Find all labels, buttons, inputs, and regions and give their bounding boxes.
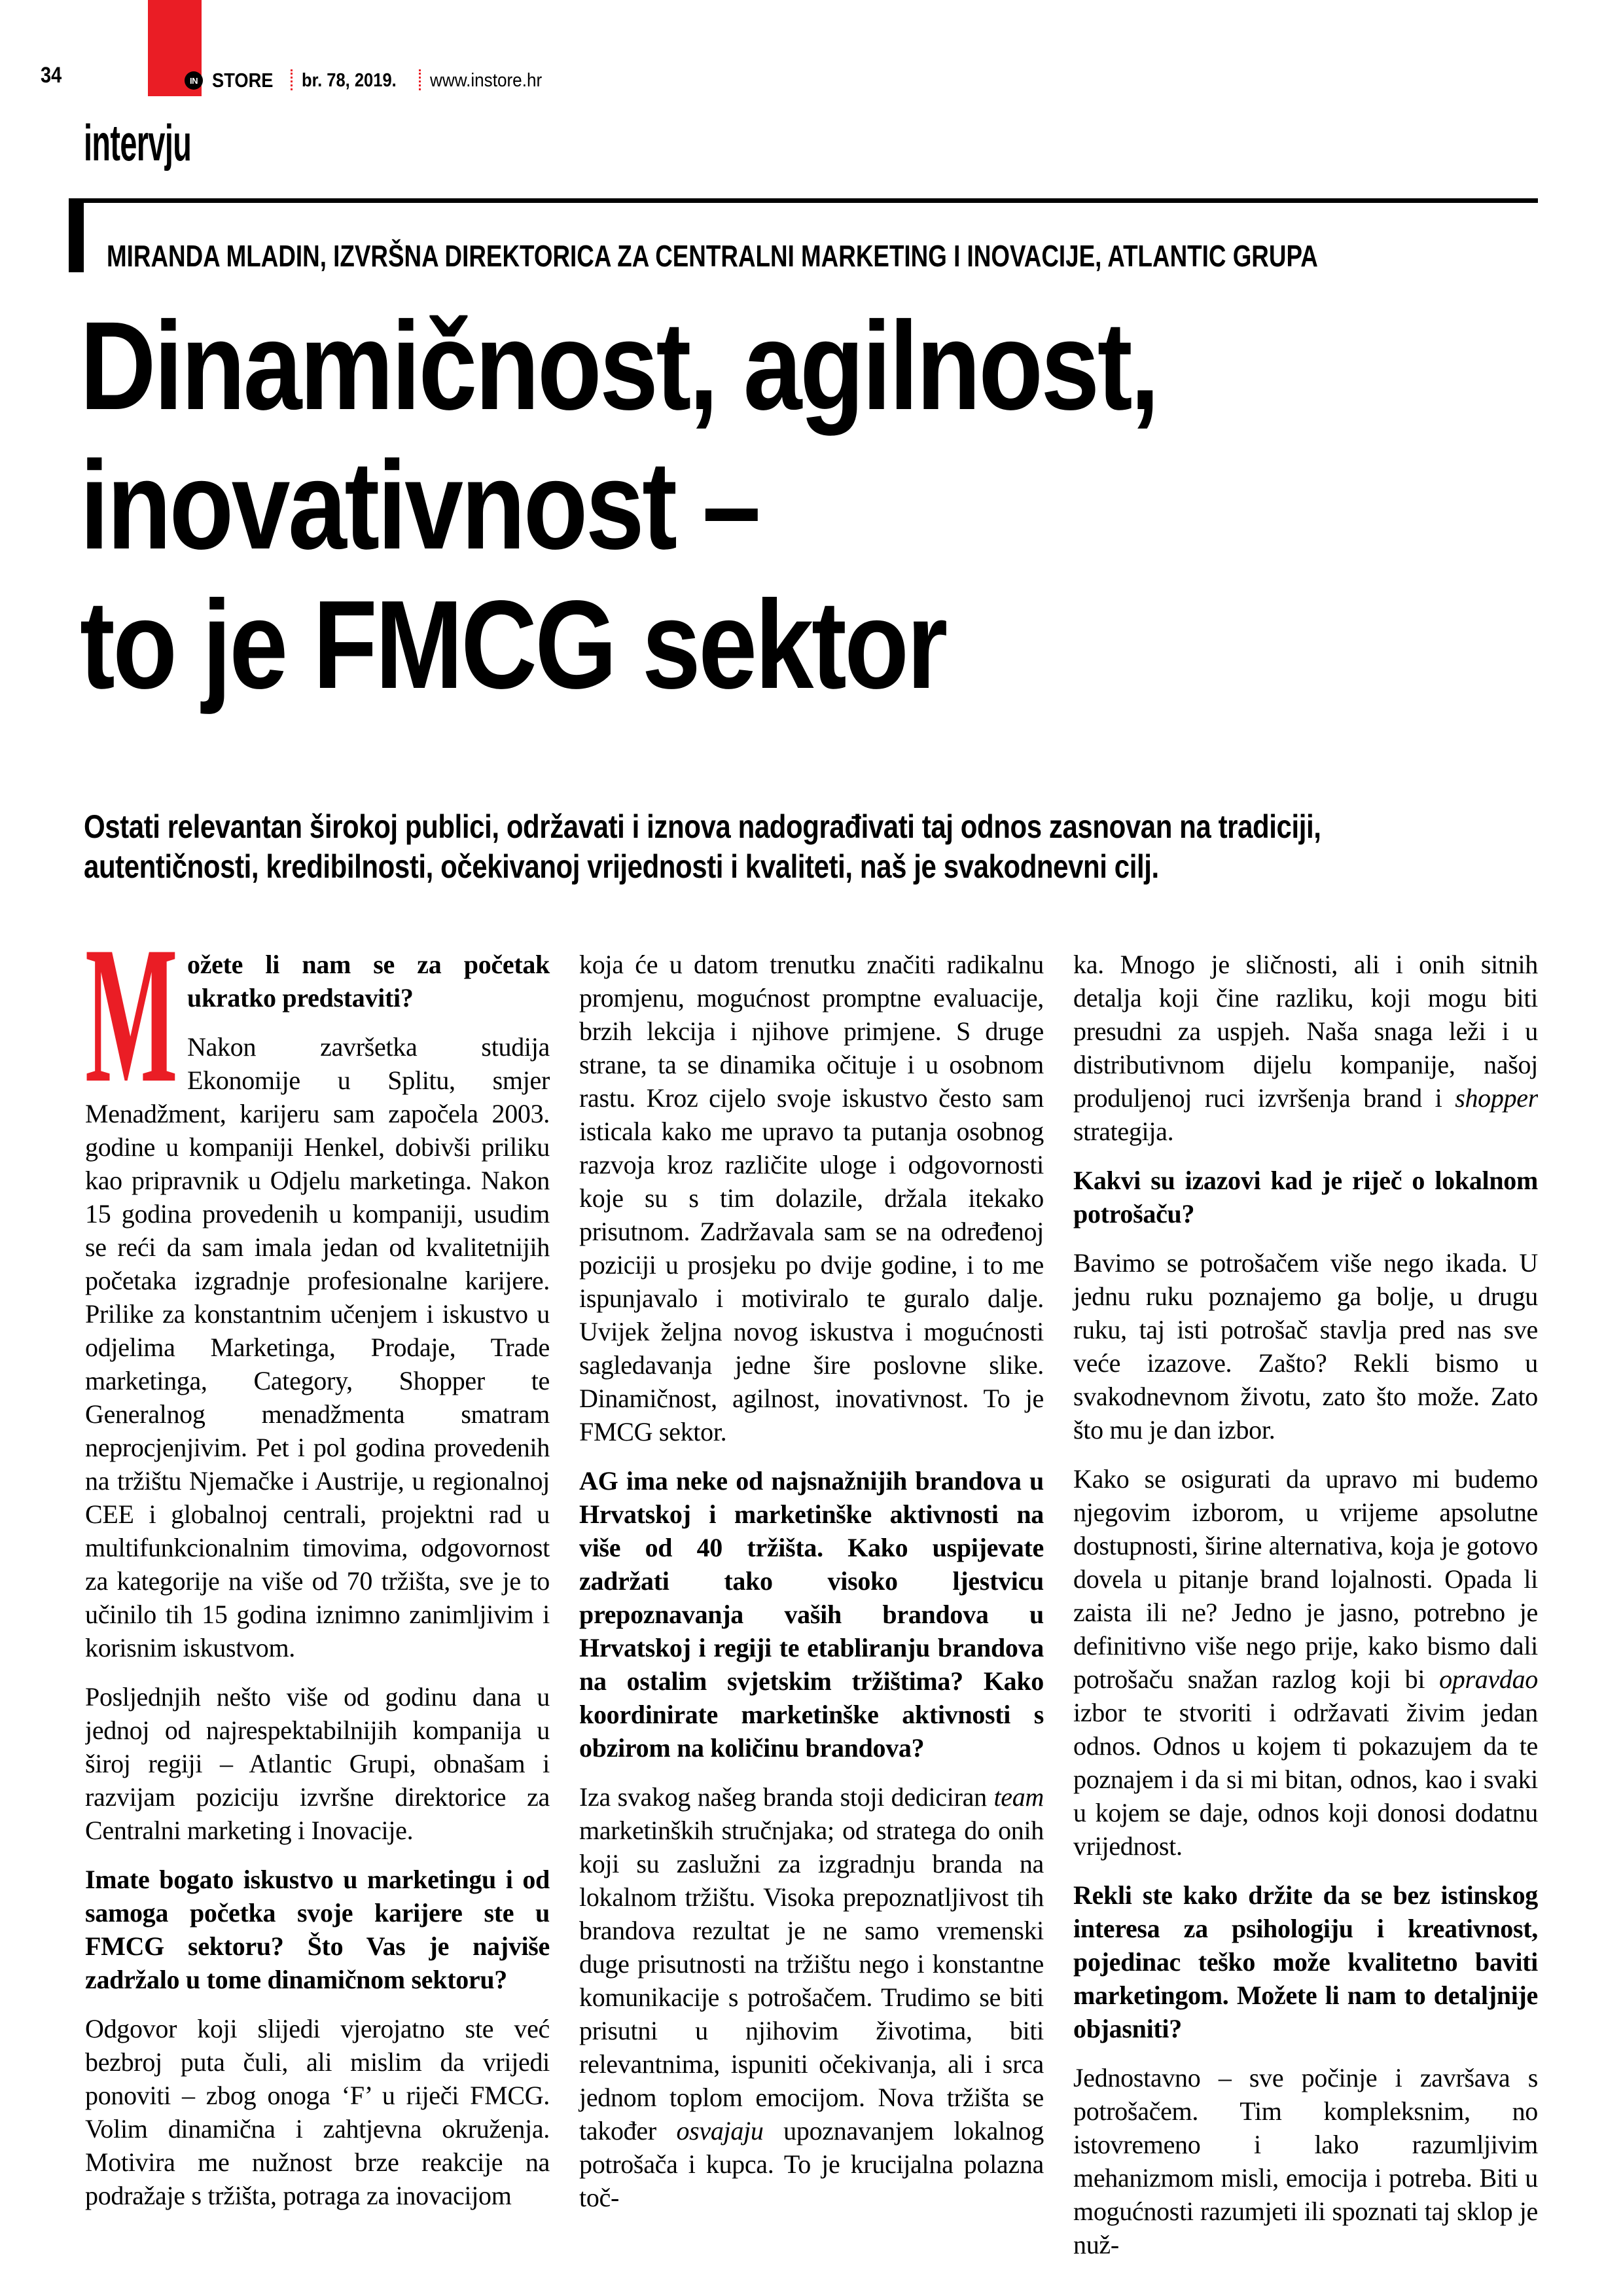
interview-question: Kakvi su izazovi kad je riječ o lokalnom potrošaču? [1073, 1166, 1538, 1229]
question-text: ožete li nam se za početak ukratko predstaviti? [187, 950, 550, 1013]
italic-term: team [993, 1782, 1044, 1812]
page-number: 34 [41, 63, 62, 88]
dropcap [85, 948, 183, 1123]
italic-term: shopper [1455, 1083, 1538, 1113]
dropcap-letter: M [85, 948, 178, 1123]
intro-deck [84, 807, 1321, 887]
issue-label: br. 78, 2019. [302, 70, 397, 91]
paragraph-segment: strategija. [1073, 1117, 1174, 1146]
horizontal-rule [69, 198, 1538, 203]
dotted-separator [419, 69, 421, 90]
headline-line-2: inovativnost – [80, 435, 759, 575]
column-2 [579, 948, 1044, 2276]
kicker: MIRANDA MLADIN, IZVRŠNA DIREKTORICA ZA CENTRALNI MARKETING I INOVACIJE, ATLANTIC GRUPA [107, 239, 1318, 273]
paragraph [1073, 1462, 1538, 1863]
paragraph [1073, 948, 1538, 1148]
intro-line-1: Ostati relevantan širokoj publici, održavati i iznova nadograđivati taj odnos zasnovan na tradiciji, [84, 808, 1321, 845]
headline-line-1: Dinamičnost, agilnost, [80, 295, 1158, 436]
paragraph-segment: upoznavanjem lokalnog potrošača i kupca. To je krucijalna polazna toč- [579, 2116, 1044, 2212]
headline [80, 296, 1158, 714]
dotted-separator [291, 69, 293, 90]
article-columns [85, 948, 1538, 2276]
paragraph-segment: Kako se osigurati da upravo mi budemo njegovim izborom, u vrijeme apsolutne dostupnosti, širine alternativa, koja je gotovo dovela u pitanje brand lojalnosti. Opada li zaista ili ne? Jedno je jasno, potrebno je definitivno više nego prije, kako bismo dali potrošaču snažan razlog koji bi [1073, 1464, 1538, 1694]
interview-question: Rekli ste kako držite da se bez istinskog interesa za psihologiju i kreativnost, pojedinac teško može kvalitetno baviti marketingom. Možete li nam to detaljnije objasniti? [1073, 1880, 1538, 2043]
paragraph-segment: ka. Mnogo je sličnosti, ali i onih sitnih detalja koji čine razliku, koji mogu biti presudni za uspjeh. Naša snaga leži i u distributivnom dijelu kompanije, našoj produljenoj ruci izvršenja brand i [1073, 950, 1538, 1113]
paragraph [579, 1780, 1044, 2214]
paragraph-segment: Iza svakog našeg branda stoji dediciran [579, 1782, 994, 1812]
instore-logo-icon: IN [185, 71, 203, 90]
interview-question: AG ima neke od najsnažnijih brandova u Hrvatskoj i marketinške aktivnosti na više od 40 tržišta. Kako uspijevate zadržati tako visoko ljestvicu prepoznavanja vaših brandova u Hrvatskoj i regiji te etabliranju brandova na ostalim svjetskim tržištima? Kako koordinirate marketinške aktivnosti s obzirom na količinu brandova? [579, 1466, 1044, 1763]
paragraph: koja će u datom trenutku značiti radikalnu promjenu, mogućnost promptne evaluacije, brzih lekcija i njihove primjene. S druge strane, ta se dinamika očituje i u osobnom rastu. Kroz cijelo svoje iskustvo često sam isticala kako me upravo ta putanja osobnog razvoja kroz različite uloge i odgovornosti koje su s tim dolazile, držala itekako prisutnom. Zadržavala sam se na određenoj poziciji u prosjeku po dvije godine, i to me ispunjavalo i motiviralo te guralo dalje. Uvijek željna novog iskustva i mogućnosti sagledavanja jedne šire poslovne slike. Dinamičnost, agilnost, inovativnost. To je FMCG sektor. [579, 950, 1044, 1446]
italic-term: osvajaju [676, 2116, 764, 2145]
paragraph: Bavimo se potrošačem više nego ikada. U jednu ruku poznajemo ga bolje, u drugu ruku, taj isti potrošač stavlja pred nas sve veće izazove. Zašto? Rekli bismo u svakodnevnom životu, zato što može. Zato što mu je dan izbor. [1073, 1248, 1538, 1444]
paragraph: Odgovor koji slijedi vjerojatno ste već bezbroj puta čuli, ali mislim da vrijedi ponoviti – zbog onoga ‘F’ u riječi FMCG. Volim dinamična i zahtjevna okruženja. Motivira me nužnost brze reakcije na podražaje s tržišta, potraga za inovacijom [85, 2014, 550, 2210]
paragraph-segment: izbor te stvoriti i održavati živim jedan odnos. Odnos u kojem ti pokazujem da te poznajem i da si mi bitan, odnos, kao i svaki u kojem se daje, odnos koji donosi dodatnu vrijednost. [1073, 1698, 1538, 1861]
interview-question [85, 948, 550, 1123]
masthead [185, 68, 554, 90]
italic-term: opravdao [1439, 1664, 1538, 1694]
headline-line-3: to je FMCG sektor [80, 574, 946, 715]
paragraph: Jednostavno – sve počinje i završava s potrošačem. Tim kompleksnim, no istovremeno i lako razumljivim mehanizmom misli, emocija i potreba. Biti u mogućnosti razumjeti ili spoznati taj sklop je nuž- [1073, 2063, 1538, 2259]
logo-store-text: STORE [212, 69, 274, 92]
paragraph-segment: marketinških stručnjaka; od stratega do onih koji su zaslužni za izgradnju branda na lokalnom tržištu. Visoka prepoznatljivost tih brandova rezultat je ne samo vremenski duge prisutnosti na tržištu nego i konstantne komunikacije s potrošačem. Trudimo se biti prisutni u njihovim životima, biti relevantnima, ispuniti očekivanja, ali i srca jednom toplom emocijom. Nova tržišta se također [579, 1816, 1044, 2145]
kicker-vertical-bar [69, 198, 84, 272]
section-title: intervju [84, 114, 192, 171]
intro-line-2: autentičnosti, kredibilnosti, očekivanoj vrijednosti i kvaliteti, naš je svakodnevni cilj. [84, 848, 1159, 885]
interview-question: Imate bogato iskustvo u marketingu i od samoga početka svoje karijere ste u FMCG sektoru? Što Vas je najviše zadržalo u tome dinamičnom sektoru? [85, 1865, 550, 1994]
paragraph: Nakon završetka studija Ekonomije u Splitu, smjer Menadžment, karijeru sam započela 2003. godine u kompaniji Henkel, dobivši priliku kao pripravnik u Odjelu marketinga. Nakon 15 godina provedenih u kompaniji, usudim se reći da sam imala jedan od kvalitetnijih početaka izgradnje profesionalne karijere. Prilike za konstantnim učenjem i iskustvo u odjelima Marketinga, Prodaje, Trade marketinga, Category, Shopper te Generalnog menadžmenta smatram neprocjenjivim. Pet i pol godina provedenih na tržištu Njemačke i Austrije, u regionalnoj CEE i globalnoj centrali, projektni rad u multifunkcionalnim timovima, odgovornost za kategorije na više od 70 tržišta, sve je to učinilo tih 15 godina iznimno zanimljivim i korisnim iskustvom. [85, 1032, 550, 1662]
column-3 [1073, 948, 1538, 2276]
website-label: www.instore.hr [429, 70, 542, 91]
paragraph: Posljednjih nešto više od godinu dana u jednoj od najrespektabilnijih kompanija u široj regiji – Atlantic Grupi, obnašam i razvijam poziciju izvršne direktorice za Centralni marketing i Inovacije. [85, 1682, 550, 1845]
column-1 [85, 948, 550, 2276]
